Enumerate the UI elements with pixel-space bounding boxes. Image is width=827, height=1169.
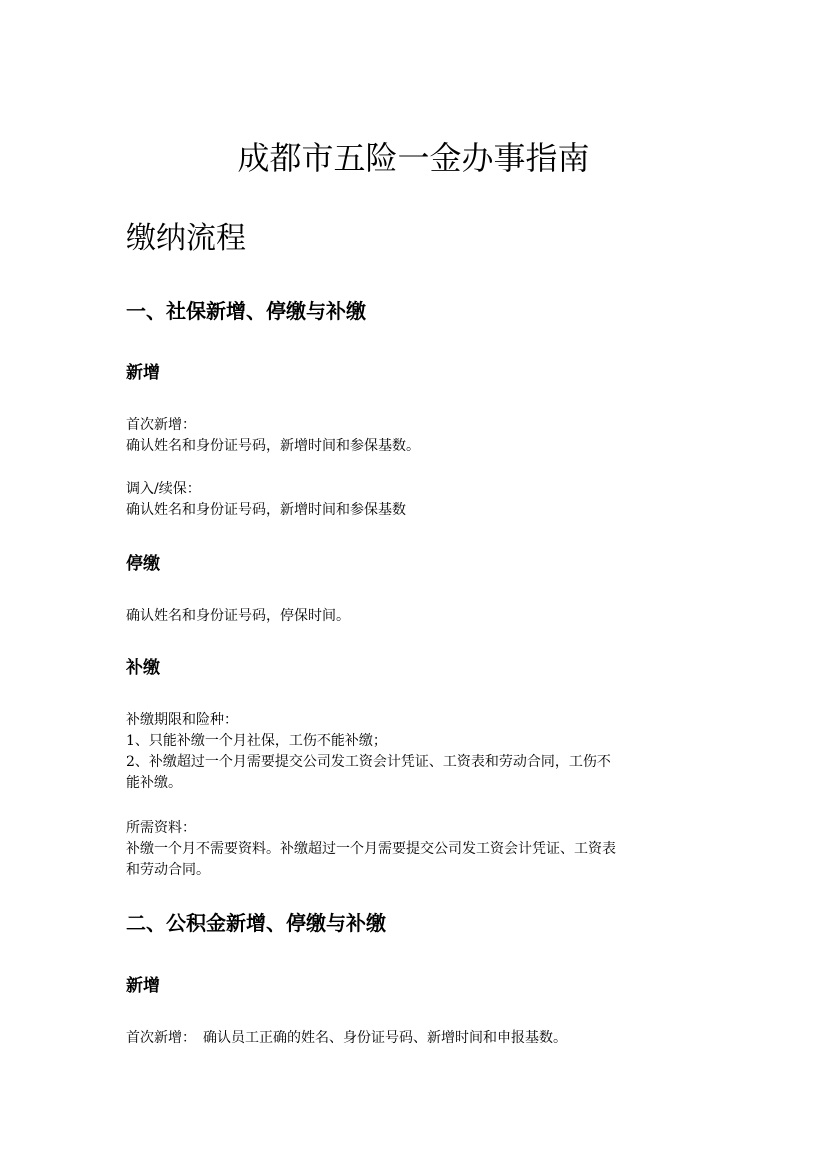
section1-supplement-materials xyxy=(126,818,706,881)
fund-first-add-text: 首次新增： 确认员工正确的姓名、身份证号码、新增时间和申报基数。 xyxy=(126,1030,567,1046)
section2-add-heading: 新增 xyxy=(126,976,160,996)
first-add-text: 确认姓名和身份证号码，新增时间和参保基数。 xyxy=(126,438,420,454)
stop-text: 确认姓名和身份证号码，停保时间。 xyxy=(126,608,350,624)
section2-heading: 二、公积金新增、停缴与补缴 xyxy=(126,911,386,935)
section1-stop-text xyxy=(126,606,706,627)
section2-add-first xyxy=(126,1028,706,1049)
section1-add-heading: 新增 xyxy=(126,363,160,383)
materials-label: 所需资料： xyxy=(126,820,196,836)
transfer-text: 确认姓名和身份证号码，新增时间和参保基数 xyxy=(126,502,406,518)
section1-heading: 一、社保新增、停缴与补缴 xyxy=(126,299,366,323)
process-heading: 缴纳流程 xyxy=(126,221,246,256)
supplement-item-1: 1、只能补缴一个月社保，工伤不能补缴； xyxy=(126,733,387,749)
document-title: 成都市五险一金办事指南 xyxy=(237,139,590,177)
materials-line1: 补缴一个月不需要资料。补缴超过一个月需要提交公司发工资会计凭证、工资表 xyxy=(126,841,616,857)
section1-add-first xyxy=(126,415,706,457)
supplement-item-2-line1: 2、补缴超过一个月需要提交公司发工资会计凭证、工资表和劳动合同，工伤不 xyxy=(126,754,611,770)
transfer-label: 调入/续保： xyxy=(126,481,201,497)
first-add-label: 首次新增： xyxy=(126,417,196,433)
section1-stop-heading: 停缴 xyxy=(126,554,160,574)
section1-supplement-heading: 补缴 xyxy=(126,658,160,678)
supplement-limit-label: 补缴期限和险种： xyxy=(126,712,238,728)
supplement-item-2-line2: 能补缴。 xyxy=(126,775,182,791)
section1-add-transfer xyxy=(126,479,706,521)
section1-supplement-limits xyxy=(126,710,706,794)
materials-line2: 和劳动合同。 xyxy=(126,862,210,878)
